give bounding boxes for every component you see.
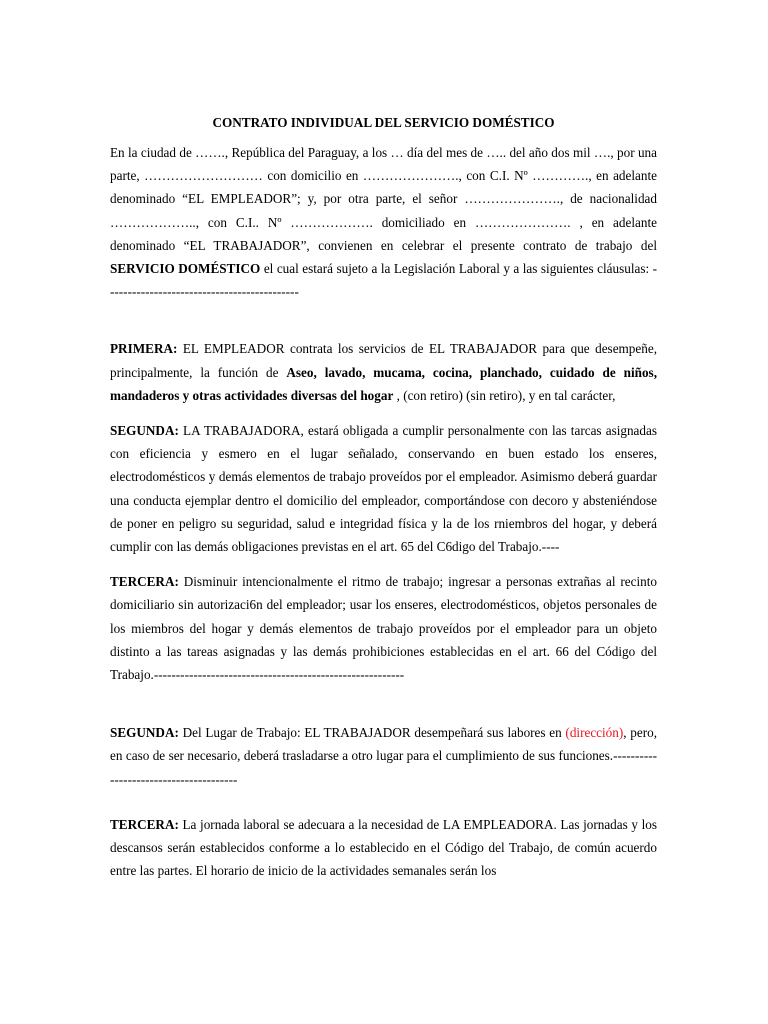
clause-primera-text-2: , (con retiro) (sin retiro), y en tal carácter, <box>393 387 616 403</box>
clause-primera-label: PRIMERA: <box>110 341 178 357</box>
spacer <box>110 303 657 337</box>
address-placeholder: (dirección) <box>565 725 624 741</box>
clause-segunda-2-label: SEGUNDA: <box>110 725 179 741</box>
clause-primera-bold: Aseo, lavado, mucama, cocina, planchado, cuidado de niños, mandaderos y otras actividades diversas del hogar <box>110 364 657 403</box>
clause-segunda-1-label: SEGUNDA: <box>110 423 179 439</box>
intro-text-1: En la ciudad de ……., República del Paraguay, a los … día del mes de ….. del año dos mil …., por una parte, ……………………… con domicilio en …………………., con C.I. Nº …………., en adelante denominado “EL EMPLEADOR”; y, por otra parte, el señor …………………., de nacionalidad ……………….., con C.I.. Nº ………………. domiciliado en …………………. , en adelante denominado “EL TRABAJADOR”, convienen en celebrar el presente contrato de trabajo del <box>110 145 657 253</box>
clause-segunda-1 <box>110 419 657 558</box>
spacer <box>110 558 657 570</box>
intro-paragraph <box>110 141 657 303</box>
clause-tercera-1-text: Disminuir intencionalmente el ritmo de trabajo; ingresar a personas extrañas al recinto domiciliario sin autorizaci6n del empleador; usar los enseres, electrodomésticos, objetos personales de los miembros del hogar y demás elementos de trabajo proveídos por el empleador para un objeto distinto a las tareas asignadas y las demás prohibiciones establecidas en el art. 66 del Código del Trabajo.--------------------------------------------------------- <box>110 574 657 683</box>
document-title: CONTRATO INDIVIDUAL DEL SERVICIO DOMÉSTICO <box>212 115 555 130</box>
clause-tercera-2-text: La jornada laboral se adecuara a la necesidad de LA EMPLEADORA. Las jornadas y los descansos serán establecidos conforme a lo establecido en el Código del Trabajo, de común acuerdo entre las partes. El horario de inicio de la actividades semanales serán los <box>110 816 657 879</box>
clause-tercera-1 <box>110 570 657 686</box>
clause-tercera-1-label: TERCERA: <box>110 574 179 590</box>
clause-segunda-2-text-1: Del Lugar de Trabajo: EL TRABAJADOR desempeñará sus labores en <box>178 725 566 741</box>
spacer <box>110 791 657 813</box>
intro-text-2: el cual estará sujeto a la Legislación Laboral y a las siguientes cláusulas: -------------------------------------------- <box>110 261 658 300</box>
clause-segunda-2 <box>110 721 657 791</box>
clause-primera-text-1: EL EMPLEADOR contrata los servicios de EL TRABAJADOR para que desempeñe, principalmente, la función de <box>110 341 657 380</box>
clause-segunda-1-text: LA TRABAJADORA, estará obligada a cumplir personalmente con las tarcas asignadas con eficiencia y esmero en el lugar señalado, conservando en buen estado los enseres, electrodomésticos y demás elementos de trabajo proveídos por el empleador. Asimismo deberá guardar una conducta ejemplar dentro el domicilio del empleador, comportándose con decoro y absteniéndose de poner en peligro su seguridad, salud e integridad física y la de los rniembros del hogar, y deberá cumplir con las demás obligaciones previstas en el art. 65 del C6digo del Trabajo.---- <box>110 423 657 555</box>
intro-bold-service: SERVICIO DOMÉSTICO <box>110 261 261 277</box>
spacer <box>110 686 657 721</box>
clause-segunda-2-text-2: , pero, en caso de ser necesario, deberá trasladarse a otro lugar para el cumplimiento de sus funciones.--------------------------------------- <box>110 725 658 787</box>
clause-tercera-2-label: TERCERA: <box>110 816 179 832</box>
spacer <box>110 407 657 419</box>
clause-primera <box>110 337 657 407</box>
clause-tercera-2 <box>110 813 657 883</box>
